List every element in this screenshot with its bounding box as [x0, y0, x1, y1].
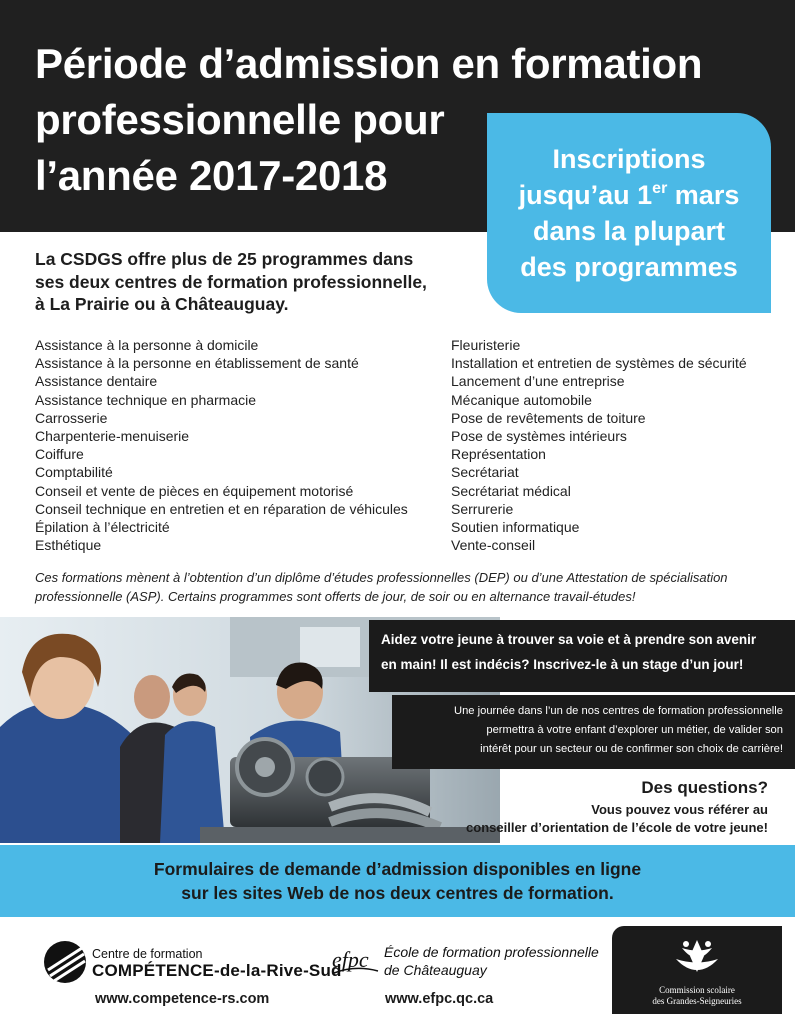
program-item: Secrétariat médical	[451, 482, 571, 499]
csdgs-name-line-1: Commission scolaire	[659, 985, 735, 995]
stage-body-line-1: Une journée dans l’un de nos centres de formation professionnelle	[454, 705, 783, 717]
questions-line-2: conseiller d’orientation de l’école de votre jeune!	[466, 820, 768, 835]
program-item: Représentation	[451, 446, 546, 463]
efpc-website[interactable]: www.efpc.qc.ca	[385, 991, 494, 1007]
stage-body-line-2: permettra à votre enfant d’explorer un métier, de valider son	[486, 724, 783, 736]
program-item: Coiffure	[35, 446, 84, 463]
program-item: Conseil et vente de pièces en équipement motorisé	[35, 482, 354, 499]
intro-line-1: La CSDGS offre plus de 25 programmes dans	[35, 249, 414, 269]
program-item: Fleuristerie	[451, 337, 521, 353]
program-list-right	[451, 336, 747, 554]
questions-line-1: Vous pouvez vous référer au	[591, 802, 768, 817]
program-item: Pose de systèmes intérieurs	[451, 428, 627, 445]
program-item: Carrosserie	[35, 409, 108, 426]
callout-line-2-pre: jusqu’au 1	[518, 180, 653, 210]
efpc-logo-icon	[330, 935, 380, 980]
intro-line-2: ses deux centres de formation professionnelle,	[35, 271, 427, 292]
program-item: Secrétariat	[451, 464, 519, 481]
title-line-3: l’année 2017-2018	[35, 152, 388, 199]
program-item: Assistance à la personne à domicile	[35, 337, 259, 353]
callout-line-4: des programmes	[520, 252, 738, 282]
program-item: Assistance à la personne en établissement de santé	[35, 355, 359, 372]
program-item: Mécanique automobile	[451, 391, 592, 408]
cfc-website[interactable]: www.competence-rs.com	[95, 991, 270, 1007]
program-item: Épilation à l’électricité	[35, 519, 170, 536]
program-item: Esthétique	[35, 537, 102, 554]
stage-headline-line-2: en main! Il est indécis? Inscrivez-le à un stage d’un jour!	[381, 657, 744, 672]
intro-text	[35, 248, 485, 316]
program-item: Conseil technique en entretien et en réparation de véhicules	[35, 500, 408, 517]
program-item: Pose de revêtements de toiture	[451, 409, 646, 426]
band-line-2: sur les sites Web de nos deux centres de formation.	[181, 883, 614, 903]
stage-description-box	[392, 695, 795, 769]
admission-forms-band	[0, 845, 795, 917]
efpc-name-line-2: de Châteauguay	[384, 962, 487, 978]
intro-line-3: à La Prairie ou à Châteauguay.	[35, 294, 289, 314]
band-line-1: Formulaires de demande d’admission disponibles en ligne	[153, 859, 642, 879]
title-line-2: professionnelle pour	[35, 96, 445, 143]
program-list-left	[35, 336, 408, 554]
registration-callout	[487, 113, 771, 313]
program-item: Vente-conseil	[451, 537, 536, 554]
program-item: Soutien informatique	[451, 519, 580, 536]
note-line-1: Ces formations mènent à l’obtention d’un diplôme d’études professionnelles (DEP) ou d’une Attestation de spécialisation	[35, 570, 728, 585]
program-item: Assistance dentaire	[35, 373, 158, 390]
note-line-2: professionnelle (ASP). Certains programmes sont offerts de jour, de soir ou en alternance travail-études!	[35, 589, 636, 604]
efpc-logo-text: efpc	[332, 947, 369, 972]
cfc-name-line-1: Centre de formation	[92, 947, 203, 961]
program-item: Charpenterie-menuiserie	[35, 428, 190, 445]
program-item: Comptabilité	[35, 464, 113, 481]
csdgs-name-line-2: des Grandes-Seigneuries	[652, 996, 742, 1006]
program-item: Serrurerie	[451, 500, 514, 517]
callout-line-2-post: mars	[667, 180, 740, 210]
program-item: Assistance technique en pharmacie	[35, 391, 257, 408]
callout-line-3: dans la plupart	[532, 216, 726, 246]
questions-text	[400, 801, 768, 837]
stage-headline-box	[369, 620, 795, 692]
title-line-1: Période d’admission en formation	[35, 40, 703, 87]
stage-headline-line-1: Aidez votre jeune à trouver sa voie et à prendre son avenir	[381, 632, 757, 647]
cfc-name-line-2: COMPÉTENCE-de-la-Rive-Sud	[92, 961, 342, 980]
programs-note	[35, 568, 775, 606]
program-item: Installation et entretien de systèmes de sécurité	[451, 355, 747, 372]
callout-line-1: Inscriptions	[552, 144, 706, 174]
csdgs-emblem-icon	[612, 926, 782, 986]
callout-line-2-sup: er	[652, 180, 668, 197]
stage-body-line-3: intérêt pour un secteur ou de confirmer son choix de carrière!	[480, 743, 783, 755]
efpc-name-line-1: École de formation professionnelle	[384, 944, 599, 960]
questions-title: Des questions?	[641, 778, 768, 797]
program-item: Lancement d’une entreprise	[451, 373, 625, 390]
